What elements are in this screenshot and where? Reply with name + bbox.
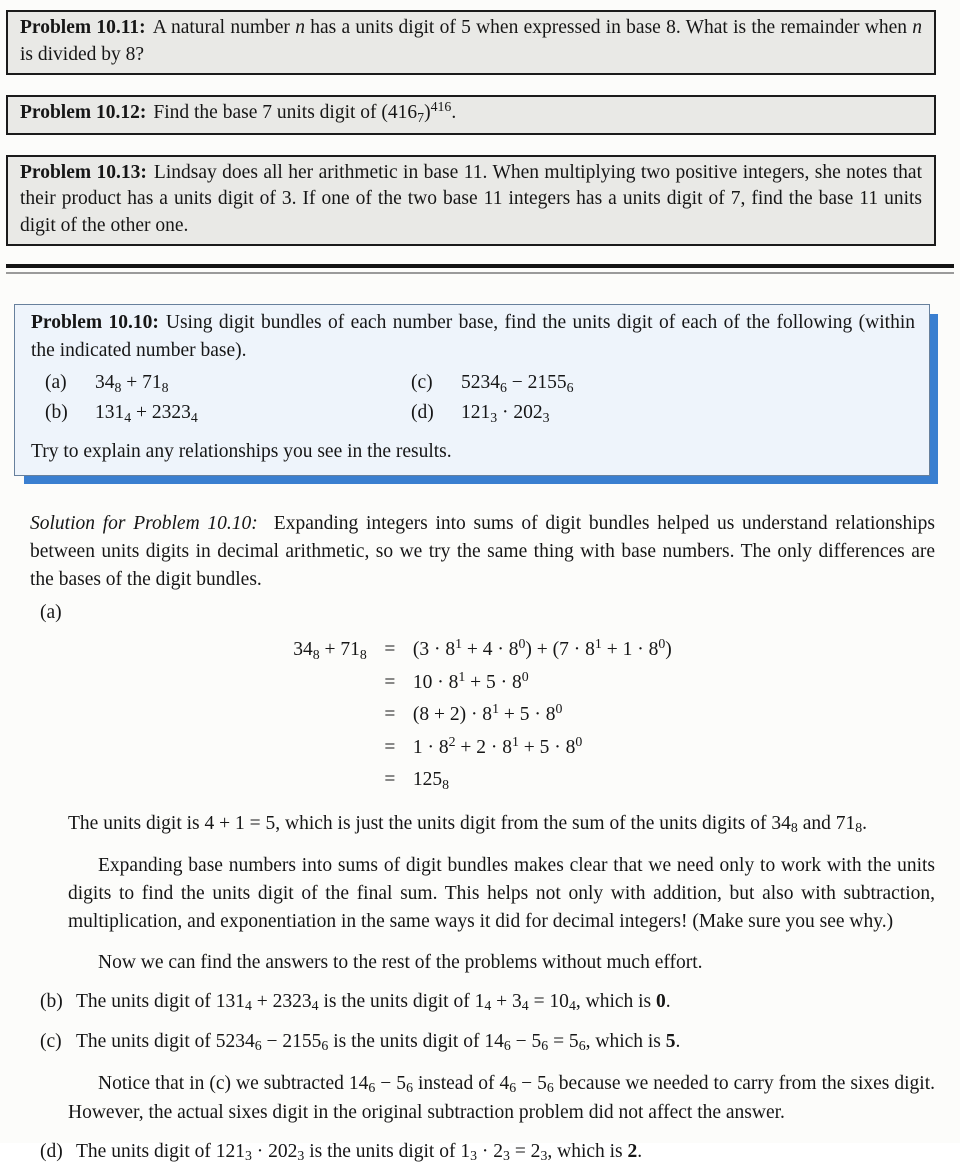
units-digit-paragraph: The units digit is 4 + 1 = 5, which is just the units digit from the sum of the units digits of 348 and 718.: [68, 812, 868, 836]
problem-box-10-12: [6, 95, 936, 135]
equals-sign: =: [384, 639, 396, 660]
solution-item-c-tag: (c): [40, 1030, 62, 1052]
item-c-expression: 52346 − 21556: [461, 372, 574, 395]
item-a-expression: 348 + 718: [95, 372, 169, 395]
problem-item-a: [45, 368, 411, 398]
item-d-expression: 1213 · 2023: [461, 402, 550, 425]
problem-box-10-11: [6, 10, 936, 75]
problem-10-11-paragraph: [20, 15, 922, 68]
solution-item-c-text: The units digit of 52346 − 21556 is the units digit of 146 − 56 = 56, which is 5.: [76, 1030, 681, 1054]
equals-sign: =: [384, 769, 396, 790]
problem-box-10-13: [6, 155, 936, 247]
problem-item-c: [411, 368, 915, 398]
problem-10-11-text: A natural number n has a units digit of 5 when expressed in base 8. What is the remainder when n is divided by 8?: [20, 17, 922, 65]
problem-10-10-label: Problem 10.10:: [31, 312, 159, 333]
equation-lhs: 348 + 718: [293, 639, 367, 662]
problem-item-b: [45, 398, 411, 428]
equation-rhs-line-3: $(8 + 2) \cdot 8^1 + 5 \cdot 8^0$: [412, 701, 563, 725]
equation-lhs-empty: [293, 667, 367, 700]
solution-item-d: [30, 1138, 935, 1167]
solution-intro-paragraph: [30, 510, 935, 594]
problem-10-10-paragraph: [31, 309, 915, 365]
solution-item-b: [30, 988, 935, 1017]
equation-result-line: 1258: [412, 769, 449, 792]
solution-item-c: [30, 1028, 935, 1057]
equation-lhs-empty: [293, 699, 367, 732]
solution-item-d-text: The units digit of 1213 · 2023 is the units digit of 13 · 23 = 23, which is 2.: [76, 1140, 643, 1164]
problem-10-12-text: Find the base 7 units digit of $(4167)^{416}$.: [153, 99, 457, 125]
problem-10-10-item-grid: [45, 368, 915, 428]
section-divider-thin-rule: [6, 272, 954, 274]
item-c-tag: (c): [411, 372, 433, 393]
item-b-tag: (b): [45, 402, 68, 423]
problem-item-d: [411, 398, 915, 428]
problem-10-12-label: Problem 10.12:: [20, 102, 147, 123]
solution-section: [30, 510, 935, 1167]
problem-box-10-10: [14, 304, 930, 476]
problem-10-10-footer: Try to explain any relationships you see in the results.: [31, 441, 452, 462]
equals-sign: =: [384, 736, 396, 758]
equation-rhs-line-4: $1 \cdot 8^2 + 2 \cdot 8^1 + 5 \cdot 8^0$: [412, 733, 583, 758]
problem-10-12-paragraph: [20, 100, 922, 128]
notice-paragraph: Notice that in (c) we subtracted 146 − 56 instead of 46 − 56 because we needed to carry from the sixes digit. However, the actual sixes digit in the original subtraction problem did not affect the answer.: [68, 1072, 936, 1123]
problem-10-13-label: Problem 10.13:: [20, 161, 147, 183]
now-we-can-paragraph: Now we can find the answers to the rest of the problems without much effort.: [98, 951, 703, 973]
item-d-tag: (d): [411, 402, 434, 423]
solution-item-d-tag: (d): [40, 1140, 63, 1162]
equation-rhs-line-2: $10 \cdot 8^1 + 5 \cdot 8^0$: [412, 668, 529, 693]
item-a-tag: (a): [45, 372, 67, 393]
equals-sign: =: [384, 704, 396, 725]
equation-rhs-line-1: $(3 \cdot 8^1 + 4 \cdot 8^0) + (7 \cdot 8^1 + 1 \cdot 8^0)$: [412, 636, 672, 660]
equation-grid: [293, 634, 672, 797]
solution-item-b-text: The units digit of 1314 + 23234 is the units digit of 14 + 34 = 104, which is 0.: [76, 990, 671, 1014]
solution-intro-text: Expanding integers into sums of digit bundles helped us understand relationships between units digits in decimal arithmetic, so we try the same thing with base numbers. The only differences are the bases of the digit bundles.: [30, 513, 935, 590]
equation-lhs-empty: [293, 732, 367, 765]
expanding-paragraph: Expanding base numbers into sums of digit bundles makes clear that we need only to work with the units digits to find the units digit of the final sum. This helps not only with addition, but also with subtraction, multiplication, and exponentiation in the same ways it did for decimal integers! (Make sure you see why.): [68, 854, 935, 932]
solution-item-b-tag: (b): [40, 990, 63, 1012]
problem-10-10-text: Using digit bundles of each number base, find the units digit of each of the following (within the indicated number base).: [31, 312, 915, 361]
problem-10-13-paragraph: [20, 160, 922, 240]
section-divider-thick-rule: [6, 264, 954, 268]
equation-lhs-empty: [293, 764, 367, 797]
solution-part-a-tag: (a): [40, 602, 62, 623]
equals-sign: =: [384, 671, 396, 693]
item-b-expression: 1314 + 23234: [95, 402, 198, 425]
solution-heading: Solution for Problem 10.10:: [30, 513, 258, 534]
problem-10-11-label: Problem 10.11:: [20, 17, 146, 38]
problem-10-13-text: Lindsay does all her arithmetic in base 11. When multiplying two positive integers, she notes that their product has a units digit of 3. If one of the two base 11 integers has a units digit of 7, find the base 11 units digit of the other one.: [20, 161, 922, 236]
equation-block: [30, 634, 935, 797]
